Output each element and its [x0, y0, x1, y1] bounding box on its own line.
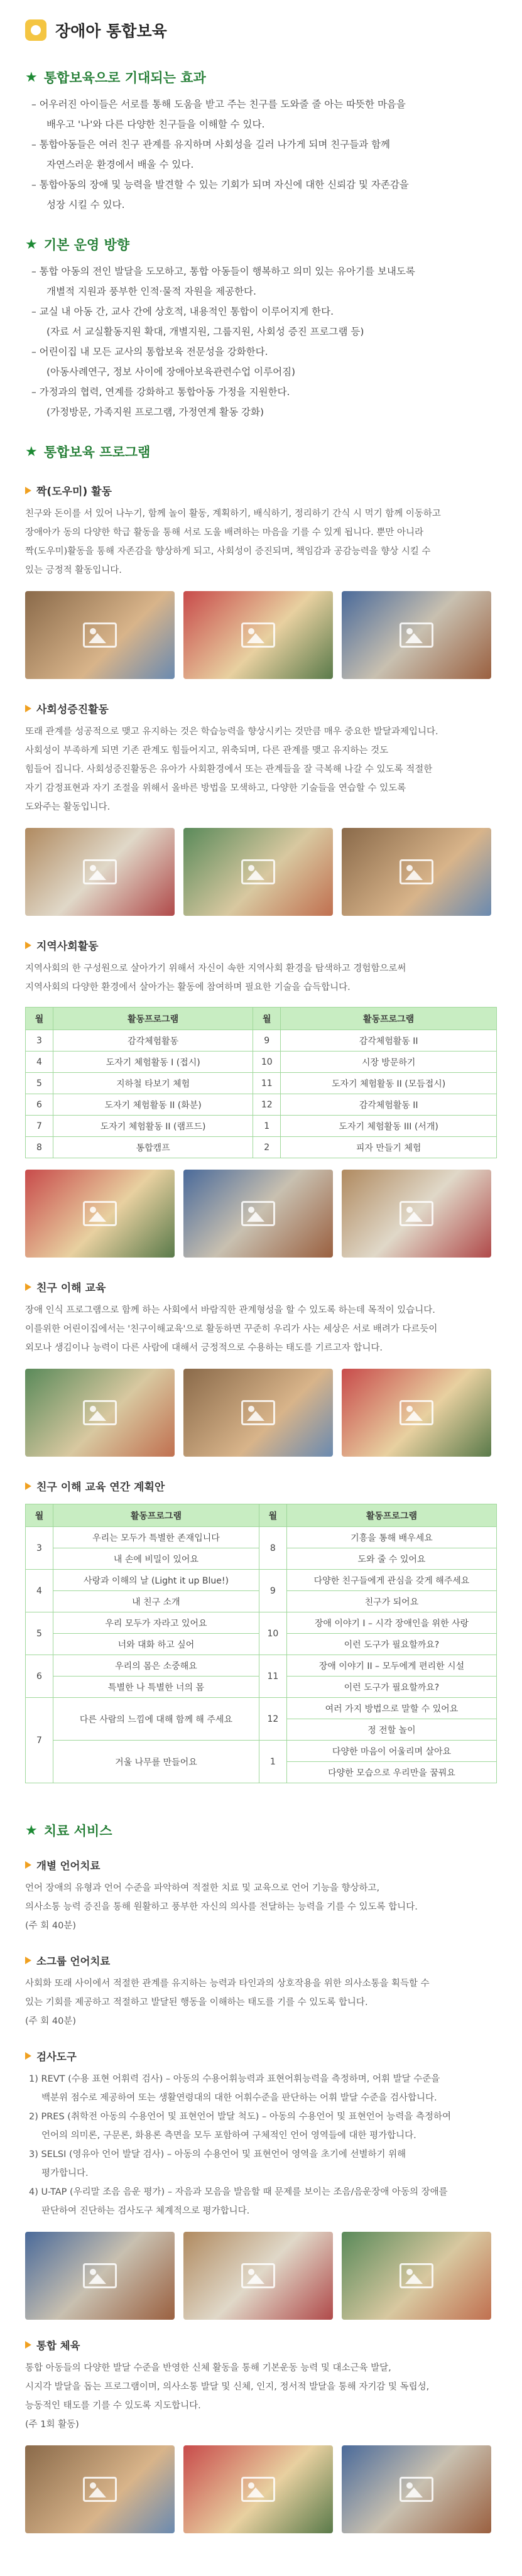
list-item: 3) SELSI (영유아 언어 발달 검사) – 아동의 수용언어 및 표현언어 영역을 초기에 선별하기 위해	[29, 2149, 406, 2160]
activity-photo	[183, 2445, 333, 2533]
list-item: – 통합 아동의 전인 발달을 도모하고, 통합 아동들이 행복하고 의미 있는 유아기를 보내도록	[31, 266, 415, 277]
page-title: 장애아 통합보육	[55, 22, 167, 40]
activity-photo	[183, 591, 333, 679]
subsection-title: 소그룹 언어치료	[25, 1953, 497, 1968]
list-item: (가정방문, 가족지원 프로그램, 가정연계 활동 강화)	[46, 406, 264, 418]
list-item: 2) PRES (취학전 아동의 수용언어 및 표현언어 발달 척도) – 아동의 수용언어 및 표현언어 능력을 측정하여	[29, 2112, 452, 2122]
community-table	[25, 1007, 497, 1158]
triangle-bullet-icon	[25, 705, 31, 712]
group-description: 사회화 또래 사이에서 적절한 관계를 유지하는 능력과 타인과의 상호작용을 위한 의사소통을 획득할 수 있는 기회를 제공하고 적절하고 발달된 행동을 이해하는 태도를 기를 수 있도록 합니다. (주 회 40분)	[25, 1979, 430, 2026]
photo-row	[25, 1170, 497, 1258]
subsection-title: 사회성증진활동	[25, 700, 497, 716]
list-item: 언어의 의미론, 구문론, 화용론 측면을 모두 포함하여 구체적인 언어 영역들에 대한 평가합니다.	[41, 2131, 416, 2141]
activity-photo	[25, 591, 175, 679]
photo-row	[25, 828, 497, 916]
table-row: 5 우리 모두가 자라고 있어요 10 장애 이야기 I – 시각 장애인을 위한 사랑	[26, 1612, 497, 1634]
list-item: (아동사례연구, 정보 사이에 장애아보육관련수업 이루어짐)	[46, 366, 296, 378]
list-item: 개별적 지원과 풍부한 인적·물적 자원을 제공한다.	[46, 286, 256, 297]
table-row: 7 도자기 체험활동 II (램프드) 1 도자기 체험활동 III (서개)	[26, 1116, 497, 1137]
photo-icon	[83, 2263, 117, 2288]
list-item: – 어우러진 아이들은 서로를 통해 도움을 받고 주는 친구를 도와줄 줄 아는 따뜻한 마음을	[31, 99, 406, 110]
triangle-bullet-icon	[25, 487, 31, 494]
triangle-bullet-icon	[25, 1482, 31, 1490]
pe-description: 통합 아동들의 다양한 발달 수준을 반영한 신체 활동을 통해 기본운동 능력 및 대소근육 발달, 시지각 발달을 돕는 프로그램이며, 의사소통 발달 및 신체, 인지, 정서적 발달을 통해 자기감 및 독립성, 능동적인 태도를 기를 수 있도록 지도합니다. (주 1회 활동)	[25, 2363, 430, 2430]
photo-row	[25, 2232, 497, 2320]
table-row: 8 통합캠프 2 피자 만들기 체험	[26, 1137, 497, 1158]
section-title: ★ 통합보육으로 기대되는 효과	[25, 69, 206, 85]
community-description: 지역사회의 한 구성원으로 살아가기 위해서 자신이 속한 지역사회 환경을 탐색하고 경험함으로써 지역사회의 다양한 환경에서 살아가는 활동에 참여하며 필요한 기술을 습득합니다.	[25, 964, 406, 992]
triangle-bullet-icon	[25, 2052, 31, 2060]
table-row: 3 감각체험활동 9 감각체험활동 II	[26, 1030, 497, 1052]
subsection-title: 검사도구	[25, 2048, 497, 2063]
table-row: 다양한 모습으로 우리만을 꿈꿔요	[26, 1762, 497, 1783]
section-therapy	[25, 1821, 497, 2533]
table-row: 6 도자기 체험활동 II (화분) 12 감각체험활동 II	[26, 1094, 497, 1116]
photo-icon	[400, 2477, 433, 2502]
list-item: 판단하여 진단하는 검사도구 체계적으로 평가합니다.	[41, 2206, 250, 2216]
photo-icon	[241, 2477, 275, 2502]
table-row: 내 손에 비밀이 있어요 도와 줄 수 있어요	[26, 1548, 497, 1570]
photo-row	[25, 1369, 497, 1457]
table-row: 너와 대화 하고 싶어 이런 도구가 필요할까요?	[26, 1634, 497, 1655]
table-row: 7 다른 사람의 느낌에 대해 함께 해 주세요 12 여러 가지 방법으로 말할 수 있어요	[26, 1698, 497, 1719]
triangle-bullet-icon	[25, 942, 31, 949]
activity-photo	[25, 828, 175, 916]
list-item: (자료 서 교실활동지원 확대, 개별지원, 그룹지원, 사회성 증진 프로그램 등)	[46, 326, 364, 337]
triangle-bullet-icon	[25, 1283, 31, 1291]
direction-list	[25, 261, 497, 422]
table-row: 3 우리는 모두가 특별한 존재입니다 8 기흥을 통해 배우세요	[26, 1527, 497, 1548]
activity-photo	[342, 591, 491, 679]
test-tool-photo	[342, 2232, 491, 2320]
activity-photo	[342, 1170, 491, 1258]
photo-icon	[83, 859, 117, 884]
triangle-bullet-icon	[25, 1957, 31, 1964]
subsection-title: 친구 이해 교육	[25, 1279, 497, 1295]
table-row: 거울 나무를 만들어요 1 다양한 마음이 어울리며 살아요	[26, 1741, 497, 1762]
table-row: 4 사랑과 이해의 날 (Light it up Blue!) 9 다양한 친구들에게 관심을 갖게 해주세요	[26, 1570, 497, 1591]
section-title: ★ 통합보육 프로그램	[25, 443, 151, 460]
list-item: – 교실 내 아동 간, 교사 간에 상호적, 내용적인 통합이 이루어지게 한다.	[31, 306, 334, 317]
list-item: – 통합아동들은 여러 친구 관계를 유지하며 사회성을 길러 나가게 되며 친구들과 함께	[31, 139, 391, 150]
table-row: 6 우리의 몸은 소중해요 11 장애 이야기 II – 모두에게 편리한 시설	[26, 1655, 497, 1677]
list-item: 4) U-TAP (우리말 조음 음운 평가) – 자음과 모음을 발음할 때 문제를 보이는 조음/음운장애 아동의 장애를	[29, 2187, 448, 2197]
photo-icon	[83, 1201, 117, 1226]
section-title: ★ 기본 운영 방향	[25, 236, 130, 253]
section-programs	[25, 442, 497, 1783]
photo-icon	[83, 1400, 117, 1425]
activity-photo	[183, 828, 333, 916]
section-title: ★ 치료 서비스	[25, 1822, 112, 1839]
test-tool-photo	[25, 2232, 175, 2320]
speech-description: 언어 장애의 유형과 언어 수준을 파악하여 적절한 치료 및 교육으로 언어 기능을 향상하고, 의사소통 능력 증진을 통해 원활하고 풍부한 자신의 의사를 전달하는 능력을 기를 수 있도록 합니다. (주 회 40분)	[25, 1883, 418, 1931]
activity-photo	[25, 2445, 175, 2533]
annual-plan-table	[25, 1504, 497, 1783]
photo-icon	[400, 622, 433, 648]
photo-icon	[400, 1201, 433, 1226]
social-description: 또래 관계를 성공적으로 맺고 유지하는 것은 학습능력을 향상시키는 것만큼 매우 중요한 발달과제입니다. 사회성이 부족하게 되면 기존 관계도 힘들어지고, 위축되며, 다른 관계를 맺고 유지하는 것도 힘들어 집니다. 사회성증진활동은 유아가 사회환경에서 또는 관계들을 잘 극복해 나갈 수 있도록 적절한 자기 감정표현과 자기 조절을 위해서 올바른 방법을 모색하고, 다양한 기술들을 연습할 수 있도록 도와주는 활동입니다.	[25, 727, 438, 812]
table-row: 5 지하철 타보기 체험 11 도자기 체험활동 II (모듬접시)	[26, 1073, 497, 1094]
list-item: 성장 시킬 수 있다.	[46, 199, 125, 210]
star-icon: ★	[25, 443, 38, 460]
table-row: 내 친구 소개 친구가 되어요	[26, 1591, 497, 1612]
photo-icon	[241, 622, 275, 648]
activity-photo	[25, 1170, 175, 1258]
list-item: 자연스러운 환경에서 배울 수 있다.	[46, 159, 194, 170]
buddy-description: 친구와 돈이를 서 있어 나누기, 함께 놀이 활동, 계획하기, 배식하기, 정리하기 간식 시 먹기 함께 이동하고 장애아가 동의 다양한 학급 활동을 통해 서로 도울 배려하는 마음을 기를 수 있게 됩니다. 뿐만 아니라 짝(도우미)활동을 통해 자존감을 향상하게 되고, 사회성이 증진되며, 책임감과 공감능력을 향상 시킬 수 있는 긍정적 활동입니다.	[25, 509, 441, 575]
subsection-title: 개별 언어치료	[25, 1857, 497, 1872]
photo-icon	[400, 2263, 433, 2288]
subsection-title: 짝(도우미) 활동	[25, 482, 497, 498]
list-item: – 가정과의 협력, 연계를 강화하고 통합아동 가정을 지원한다.	[31, 386, 290, 398]
photo-icon	[241, 2263, 275, 2288]
table-row: 정 전할 놀이	[26, 1719, 497, 1741]
photo-icon	[241, 859, 275, 884]
list-item: – 어린이집 내 모든 교사의 통합보육 전문성을 강화한다.	[31, 346, 268, 357]
subsection-title: 통합 체육	[25, 2337, 497, 2352]
star-icon: ★	[25, 69, 38, 85]
photo-row	[25, 2445, 497, 2533]
star-icon: ★	[25, 236, 38, 253]
subsection-title: 지역사회활동	[25, 937, 497, 953]
photo-icon	[400, 859, 433, 884]
activity-photo	[342, 2445, 491, 2533]
page-header	[25, 13, 497, 48]
photo-icon	[241, 1201, 275, 1226]
triangle-bullet-icon	[25, 2341, 31, 2349]
photo-icon	[83, 2477, 117, 2502]
activity-photo	[342, 828, 491, 916]
activity-photo	[25, 1369, 175, 1457]
star-icon: ★	[25, 1822, 38, 1839]
activity-photo	[183, 1170, 333, 1258]
table-row: 특별한 나 특별한 너의 몸 이런 도구가 필요할까요?	[26, 1677, 497, 1698]
logo-icon	[25, 19, 46, 41]
list-item: 배우고 '나'와 다른 다양한 친구들을 이해할 수 있다.	[46, 119, 265, 130]
table-header-row: 월 활동프로그램 월 활동프로그램	[26, 1504, 497, 1527]
table-header-row: 월 활동프로그램 월 활동프로그램	[26, 1008, 497, 1030]
friend-description: 장애 인식 프로그램으로 함께 하는 사회에서 바람직한 관계형성을 할 수 있도록 하는데 목적이 있습니다. 이를위한 어린이집에서는 '친구이해교육'으로 활동하면 꾸준히 우리가 사는 세상은 서로 배려가 다르듯이 외모나 생김이나 능력이 다른 사람에 대해서 긍정적으로 수용하는 태도를 기르고자 합니다.	[25, 1305, 438, 1353]
subsection-title: 친구 이해 교육 연간 계획안	[25, 1478, 497, 1494]
section-direction	[25, 235, 497, 422]
activity-photo	[342, 1369, 491, 1457]
photo-row	[25, 591, 497, 679]
test-tool-photo	[183, 2232, 333, 2320]
list-item: 백분위 점수로 제공하여 또는 생활연령대의 대한 어휘수준을 판단하는 어휘 발달 수준을 검사합니다.	[41, 2093, 437, 2103]
list-item: – 통합아동의 장애 및 능력을 발견할 수 있는 기회가 되며 자신에 대한 신뢰감 및 자존감을	[31, 179, 409, 190]
photo-icon	[400, 1400, 433, 1425]
activity-photo	[183, 1369, 333, 1457]
effects-list	[25, 94, 497, 215]
section-effects	[25, 68, 497, 215]
triangle-bullet-icon	[25, 1861, 31, 1869]
list-item: 평가합니다.	[41, 2168, 89, 2178]
photo-icon	[83, 622, 117, 648]
list-item: 1) REVT (수용 표현 어휘력 검사) – 아동의 수용어휘능력과 표현어휘능력을 측정하며, 어휘 발달 수준을	[29, 2074, 440, 2084]
test-tool-list	[25, 2070, 497, 2220]
photo-icon	[241, 1400, 275, 1425]
table-row: 4 도자기 체험활동 I (접시) 10 시장 방문하기	[26, 1052, 497, 1073]
